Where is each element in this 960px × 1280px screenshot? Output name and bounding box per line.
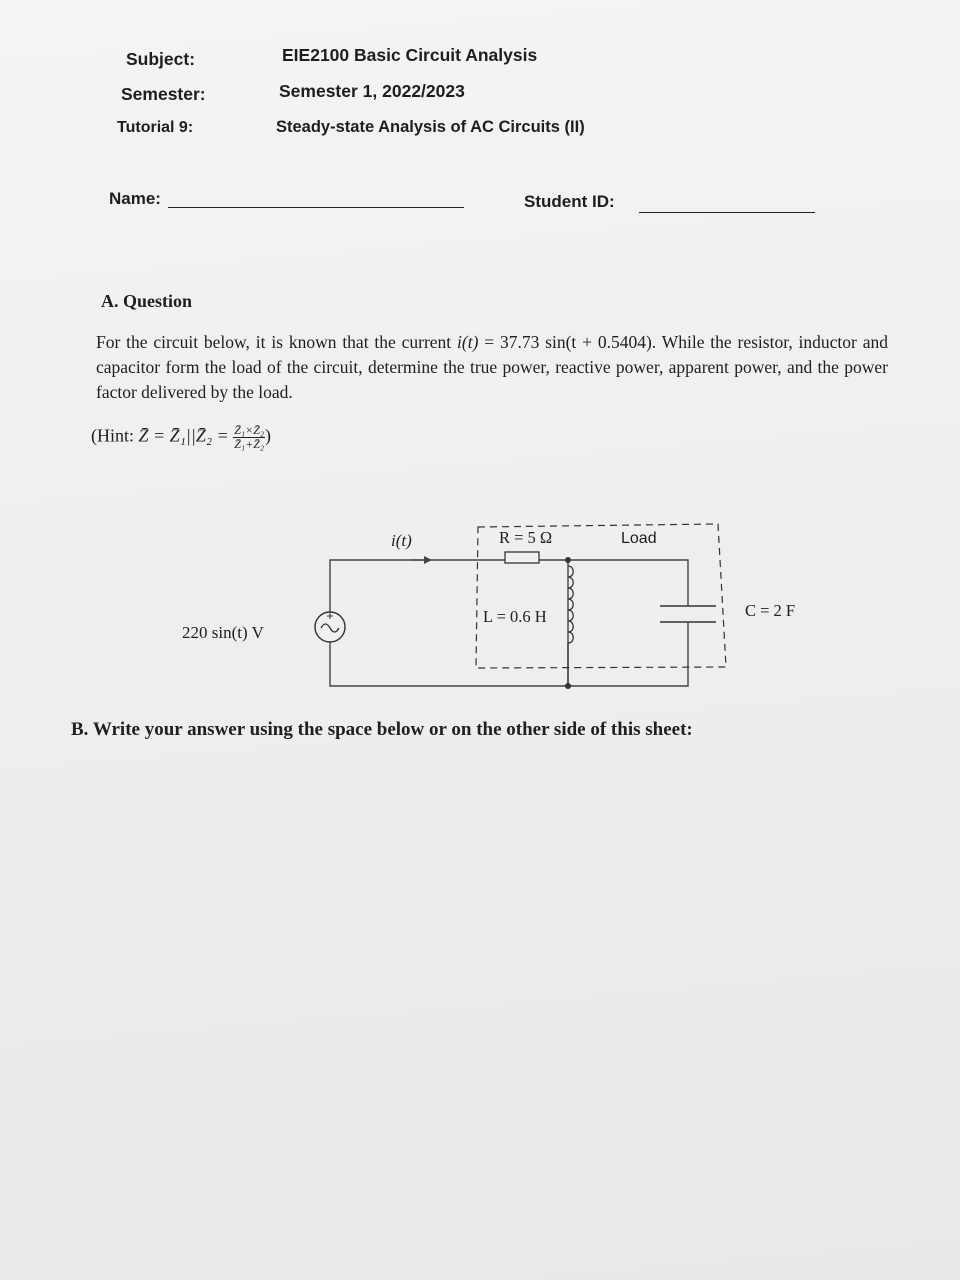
current-label: i(t) bbox=[391, 531, 412, 550]
inductor-label: L = 0.6 H bbox=[483, 607, 547, 626]
question-title: A. Question bbox=[101, 291, 193, 311]
current-variable: i(t) bbox=[457, 332, 479, 352]
question-text-part1: For the circuit below, it is known that the current bbox=[96, 332, 458, 352]
hint-numerator: Z̄₁×Z̄₂ bbox=[234, 423, 265, 437]
node-top bbox=[565, 557, 571, 563]
resistor-symbol bbox=[505, 552, 539, 563]
top-right-wire bbox=[568, 560, 688, 606]
load-label: Load bbox=[621, 530, 657, 547]
current-expression: = 37.73 sin(t + 0.5404) bbox=[478, 332, 652, 352]
hint-expression: Z̄ = Z̄₁||Z̄₂ = bbox=[138, 425, 229, 446]
semester-label: Semester: bbox=[121, 84, 206, 104]
hint-denominator: Z̄₁+Z̄₂ bbox=[234, 437, 265, 451]
part-b-title: B. Write your answer using the space below or on the other side of this sheet: bbox=[71, 719, 693, 740]
student-id-label: Student ID: bbox=[524, 192, 615, 211]
name-label: Name: bbox=[109, 189, 161, 208]
tutorial-value: Steady-state Analysis of AC Circuits (II) bbox=[276, 118, 585, 136]
hint-prefix: (Hint: bbox=[91, 425, 139, 446]
capacitor-label: C = 2 F bbox=[745, 601, 796, 620]
resistor-label: R = 5 Ω bbox=[499, 528, 553, 547]
semester-value: Semester 1, 2022/2023 bbox=[279, 81, 465, 101]
question-text-part2: . While the resistor, inductor and capacitor form the load of the circuit, determine the true power, reactive power, apparent power, and the power factor delivered by the load. bbox=[96, 332, 888, 402]
source-label: 220 sin(t) V bbox=[182, 623, 264, 642]
tutorial-label: Tutorial 9: bbox=[117, 119, 194, 136]
node-bottom bbox=[565, 683, 571, 689]
answer-space[interactable] bbox=[60, 760, 910, 1260]
current-arrow-head bbox=[424, 556, 432, 564]
subject-value: EIE2100 Basic Circuit Analysis bbox=[282, 45, 538, 65]
bottom-right-wire bbox=[568, 622, 688, 686]
hint-suffix: ) bbox=[265, 425, 272, 446]
subject-label: Subject: bbox=[126, 49, 196, 69]
